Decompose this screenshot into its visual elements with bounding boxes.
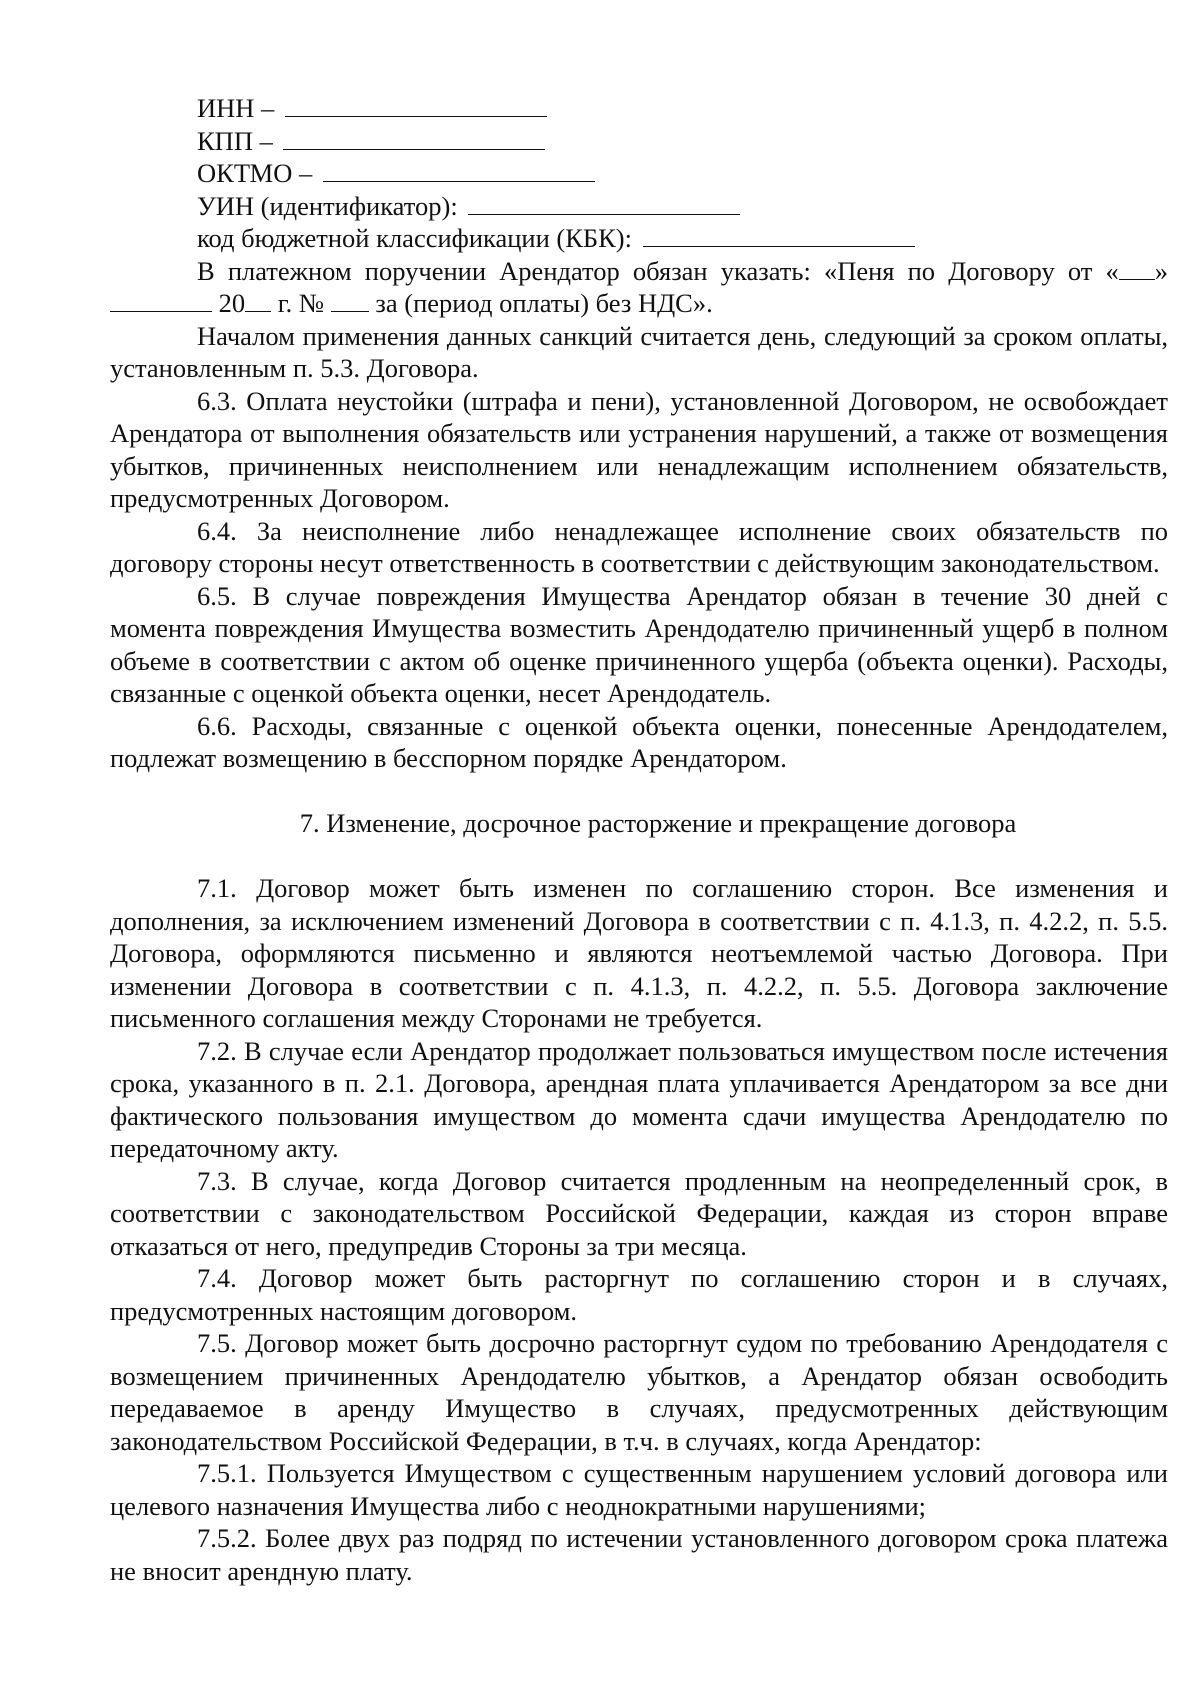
year-blank [245, 287, 271, 312]
kbk-label: код бюджетной классификации (КБК): [197, 223, 632, 253]
kpp-label: КПП – [197, 125, 273, 156]
uin-label: УИН (идентификатор): [197, 190, 458, 221]
clause-7-5-1: 7.5.1. Пользуется Имуществом с существенным нарушением условий договора или целевого назначения Имущества либо с неоднократными нарушениями; [110, 1458, 1168, 1521]
clause-7-5-2: 7.5.2. Более двух раз подряд по истечении установленного договором срока платежа не вносит арендную плату. [110, 1523, 1168, 1586]
kbk-blank [643, 222, 915, 247]
clause-7-2: 7.2. В случае если Арендатор продолжает пользоваться имуществом после истечения срока, указанного в п. 2.1. Договора, арендная плата уплачивается Арендатором за все дни фактического пользования имуществом до момента сдачи имущества Арендодателю по передаточному акту. [110, 1035, 1168, 1163]
kpp-blank [283, 125, 545, 150]
month-blank [110, 287, 212, 312]
clause-6-5: 6.5. В случае повреждения Имущества Арендатор обязан в течение 30 дней с момента повреждения Имущества возместить Арендодателю причиненный ущерб в полном объеме в соответствии с актом об оценке причиненного ущерба (объекта оценки). Расходы, связанные с оценкой объекта оценки, несет Арендодатель. [110, 580, 1168, 708]
payment-order-tail: за (период оплаты) без НДС». [375, 288, 713, 318]
number-blank [331, 287, 369, 312]
clause-7-5: 7.5. Договор может быть досрочно расторгнут судом по требованию Арендодателя с возмещением причиненных Арендодателю убытков, а Арендатор обязан освободить передаваемое в аренду Имущество в случаях, предусмотренных действующим законодательством Российской Федерации, в т.ч. в случаях, когда Арендатор: [110, 1328, 1168, 1456]
uin-blank [468, 190, 740, 215]
inn-blank [285, 92, 547, 117]
clause-6-6: 6.6. Расходы, связанные с оценкой объекта оценки, понесенные Арендодателем, подлежат возмещению в бесспорном порядке Арендатором. [110, 710, 1168, 773]
clause-6-3: 6.3. Оплата неустойки (штрафа и пени), установленной Договором, не освобождает Арендатора от выполнения обязательств или устранения нарушений, а также от возмещения убытков, причиненных неисполнением или ненадлежащим исполнением обязательств, предусмотренных Договором. [110, 385, 1168, 513]
oktmo-line [110, 157, 1168, 190]
inn-label: ИНН – [197, 93, 275, 123]
day-blank [1119, 255, 1155, 280]
document-page [110, 92, 1168, 1587]
payment-order-number-label: г. № [277, 288, 325, 318]
inn-line [110, 92, 1168, 125]
clause-6-4: 6.4. За неисполнение либо ненадлежащее исполнение своих обязательств по договору стороны несут ответственность в соответствии с действующим законодательством. [110, 515, 1168, 578]
oktmo-blank [323, 157, 595, 182]
kpp-line [110, 125, 1168, 158]
payment-order-quote-close: » [1154, 255, 1168, 286]
sanctions-start-paragraph: Началом применения данных санкций считается день, следующий за сроком оплаты, установленным п. 5.3. Договора. [110, 320, 1168, 383]
payment-order-year-prefix: 20 [218, 288, 246, 318]
uin-line [110, 190, 1168, 223]
section-7-title: 7. Изменение, досрочное расторжение и прекращение договора [299, 807, 1017, 838]
clause-7-4: 7.4. Договор может быть расторгнут по соглашению сторон и в случаях, предусмотренных настоящим договором. [110, 1263, 1168, 1326]
kbk-line [110, 222, 1168, 255]
oktmo-label: ОКТМО – [197, 158, 313, 188]
clause-7-1: 7.1. Договор может быть изменен по соглашению сторон. Все изменения и дополнения, за исключением изменений Договора в соответствии с п. 4.1.3, п. 4.2.2, п. 5.5. Договора, оформляются письменно и являются неотъемлемой частью Договора. При изменении Договора в соответствии с п. 4.1.3, п. 4.2.2, п. 5.5. Договора заключение письменного соглашения между Сторонами не требуется. [110, 873, 1168, 1033]
clause-7-3: 7.3. В случае, когда Договор считается продленным на неопределенный срок, в соответствии с законодательством Российской Федерации, каждая из сторон вправе отказаться от него, предупредив Стороны за три месяца. [110, 1165, 1168, 1261]
payment-order-lead: В платежном поручении Арендатор обязан указать: «Пеня по Договору от « [197, 255, 1119, 286]
payment-order-paragraph [110, 255, 1168, 320]
